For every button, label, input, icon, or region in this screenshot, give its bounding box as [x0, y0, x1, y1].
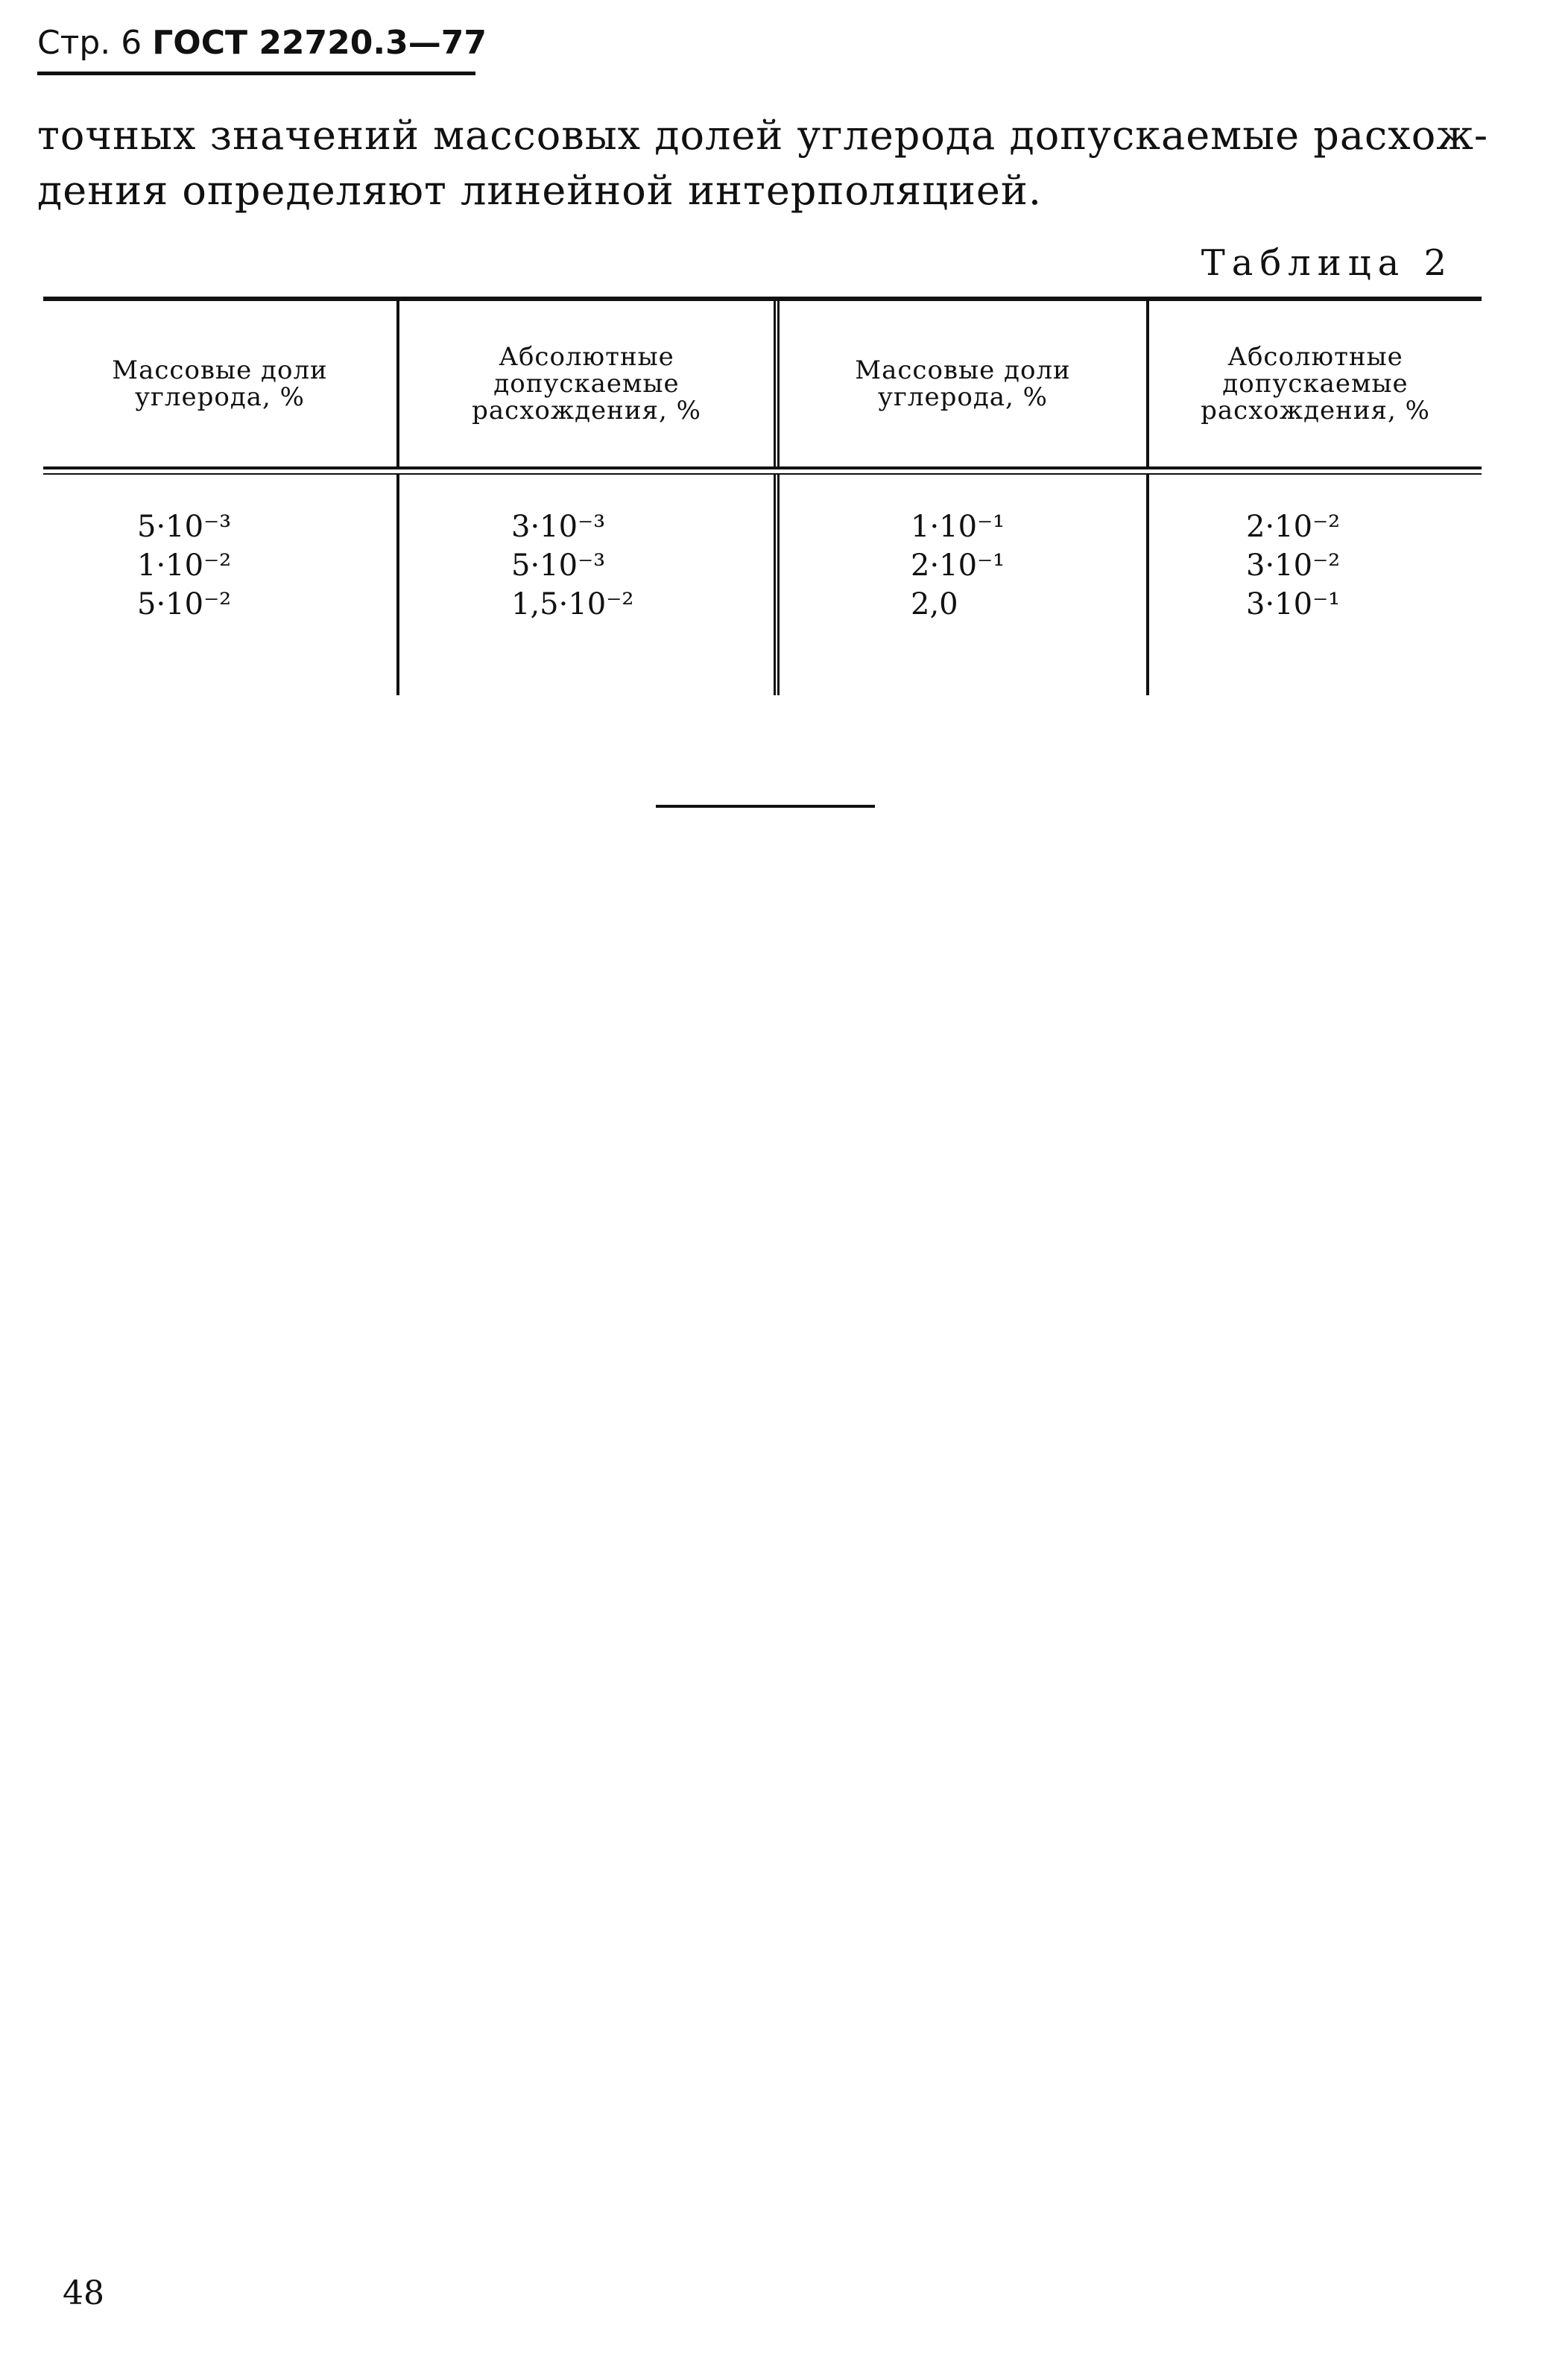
table-cell: 1,5·10⁻²: [511, 587, 634, 621]
table-cell: 5·10⁻²: [137, 587, 232, 621]
table-cell: 3·10⁻³: [511, 510, 606, 544]
body-line-1: точных значений массовых долей углерода допускаемые расхож-: [37, 112, 1489, 159]
column-mass-fraction-2: [780, 475, 1149, 695]
header-text: Массовые доли: [855, 355, 1071, 385]
header-divider: [43, 466, 1482, 475]
table-body-row: [43, 475, 1482, 695]
column-mass-fraction-1: [43, 475, 399, 695]
running-header: [37, 22, 487, 64]
table-header-row: [43, 301, 1482, 466]
header-text: расхождения, %: [1201, 396, 1430, 426]
header-mass-fraction-2: [780, 301, 1149, 466]
body-paragraph: [37, 108, 1489, 218]
page-label: Стр. 6: [37, 24, 142, 62]
table-cell: 5·10⁻³: [137, 510, 232, 544]
header-text: углерода, %: [878, 382, 1048, 412]
table-cell: 2,0: [911, 587, 958, 621]
standard-number: ГОСТ 22720.3—77: [152, 24, 487, 62]
header-text: допускаемые: [1222, 369, 1409, 399]
column-tolerance-1: [399, 475, 780, 695]
header-text: расхождения, %: [472, 396, 701, 426]
header-text: Массовые доли: [112, 355, 328, 385]
column-tolerance-2: [1149, 475, 1482, 695]
table-cell: 1·10⁻¹: [911, 510, 1005, 544]
end-of-section-rule: [656, 805, 875, 808]
table-cell: 3·10⁻¹: [1246, 587, 1341, 621]
header-tolerance-2: [1149, 301, 1482, 466]
header-text: допускаемые: [493, 369, 680, 399]
table-cell: 2·10⁻²: [1246, 510, 1341, 544]
data-table: [43, 297, 1482, 695]
table-caption: Таблица 2: [1201, 242, 1453, 284]
table-cell: 5·10⁻³: [511, 548, 606, 583]
header-text: Абсолютные: [499, 342, 674, 372]
body-line-2: дения определяют линейной интерполяцией.: [37, 167, 1043, 214]
header-mass-fraction-1: [43, 301, 399, 466]
table-cell: 1·10⁻²: [137, 548, 232, 583]
table-cell: 3·10⁻²: [1246, 548, 1341, 583]
header-rule: [37, 72, 475, 75]
table-cell: 2·10⁻¹: [911, 548, 1005, 583]
header-text: углерода, %: [135, 382, 305, 412]
page-number: 48: [63, 2274, 104, 2312]
header-tolerance-1: [399, 301, 780, 466]
header-text: Абсолютные: [1227, 342, 1403, 372]
